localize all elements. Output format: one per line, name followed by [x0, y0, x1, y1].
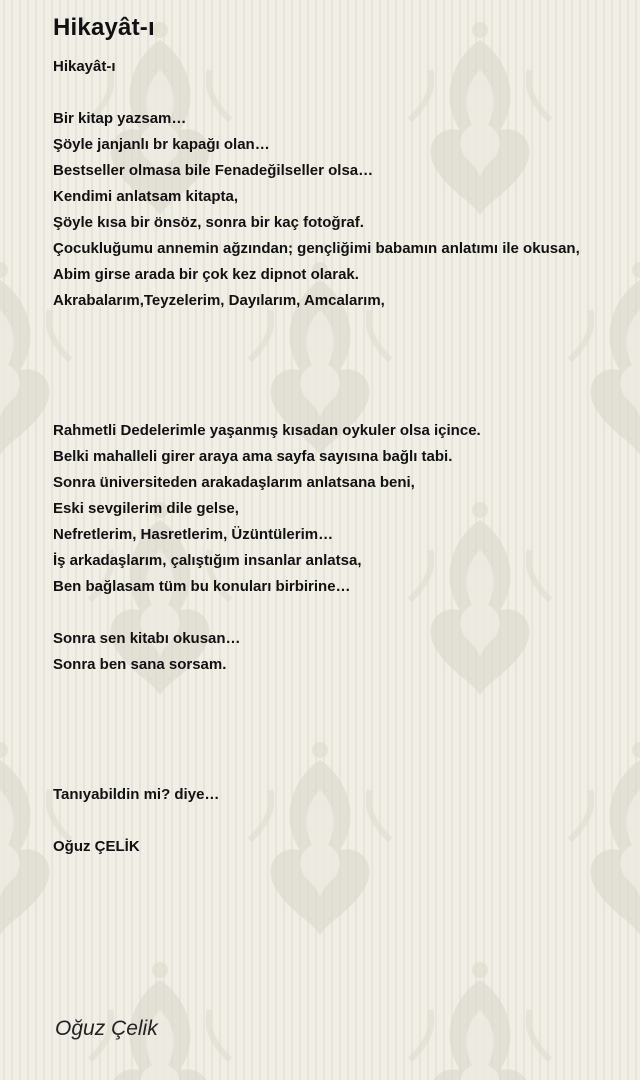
poem-line: Bestseller olmasa bile Fenadeğilseller olsa…	[53, 162, 374, 179]
poem-line: Sonra üniversiteden arakadaşlarım anlatsana beni,	[53, 474, 415, 491]
poem-title: Hikayât-ı	[53, 14, 155, 41]
poem-line: Tanıyabildin mi? diye…	[53, 786, 220, 803]
poem-line: Çocukluğumu annemin ağzından; gençliğimi babamın anlatımı ile okusan,	[53, 240, 580, 257]
stanza-4	[53, 782, 633, 808]
poem-line: Bir kitap yazsam…	[53, 110, 187, 127]
poem-container	[53, 10, 633, 860]
poem-line: Kendimi anlatsam kitapta,	[53, 188, 239, 205]
poem-line: Şöyle janjanlı br kapağı olan…	[53, 136, 270, 153]
author-signature: Oğuz Çelik	[55, 1017, 158, 1040]
poem-line: Ben bağlasam tüm bu konuları birbirine…	[53, 578, 351, 595]
poem-author: Oğuz ÇELİK	[53, 838, 140, 855]
poem-line: Eski sevgilerim dile gelse,	[53, 500, 239, 517]
poem-line: Abim girse arada bir çok kez dipnot olarak.	[53, 266, 359, 283]
poem-line: Şöyle kısa bir önsöz, sonra bir kaç fotoğraf.	[53, 214, 364, 231]
poem-line: Akrabalarım,Teyzelerim, Dayılarım, Amcalarım,	[53, 292, 385, 309]
stanza-3	[53, 626, 633, 678]
poem-line: Sonra ben sana sorsam.	[53, 656, 227, 673]
poem-subtitle: Hikayât-ı	[53, 58, 116, 75]
poem-line: İş arkadaşlarım, çalıştığım insanlar anlatsa,	[53, 552, 362, 569]
stanza-1	[53, 106, 633, 314]
poem-line: Nefretlerim, Hasretlerim, Üzüntülerim…	[53, 526, 334, 543]
stanza-2	[53, 418, 633, 600]
poem-line: Sonra sen kitabı okusan…	[53, 630, 241, 647]
poem-line: Belki mahalleli girer araya ama sayfa sayısına bağlı tabi.	[53, 448, 453, 465]
poem-line: Rahmetli Dedelerimle yaşanmış kısadan oykuler olsa içince.	[53, 422, 481, 439]
